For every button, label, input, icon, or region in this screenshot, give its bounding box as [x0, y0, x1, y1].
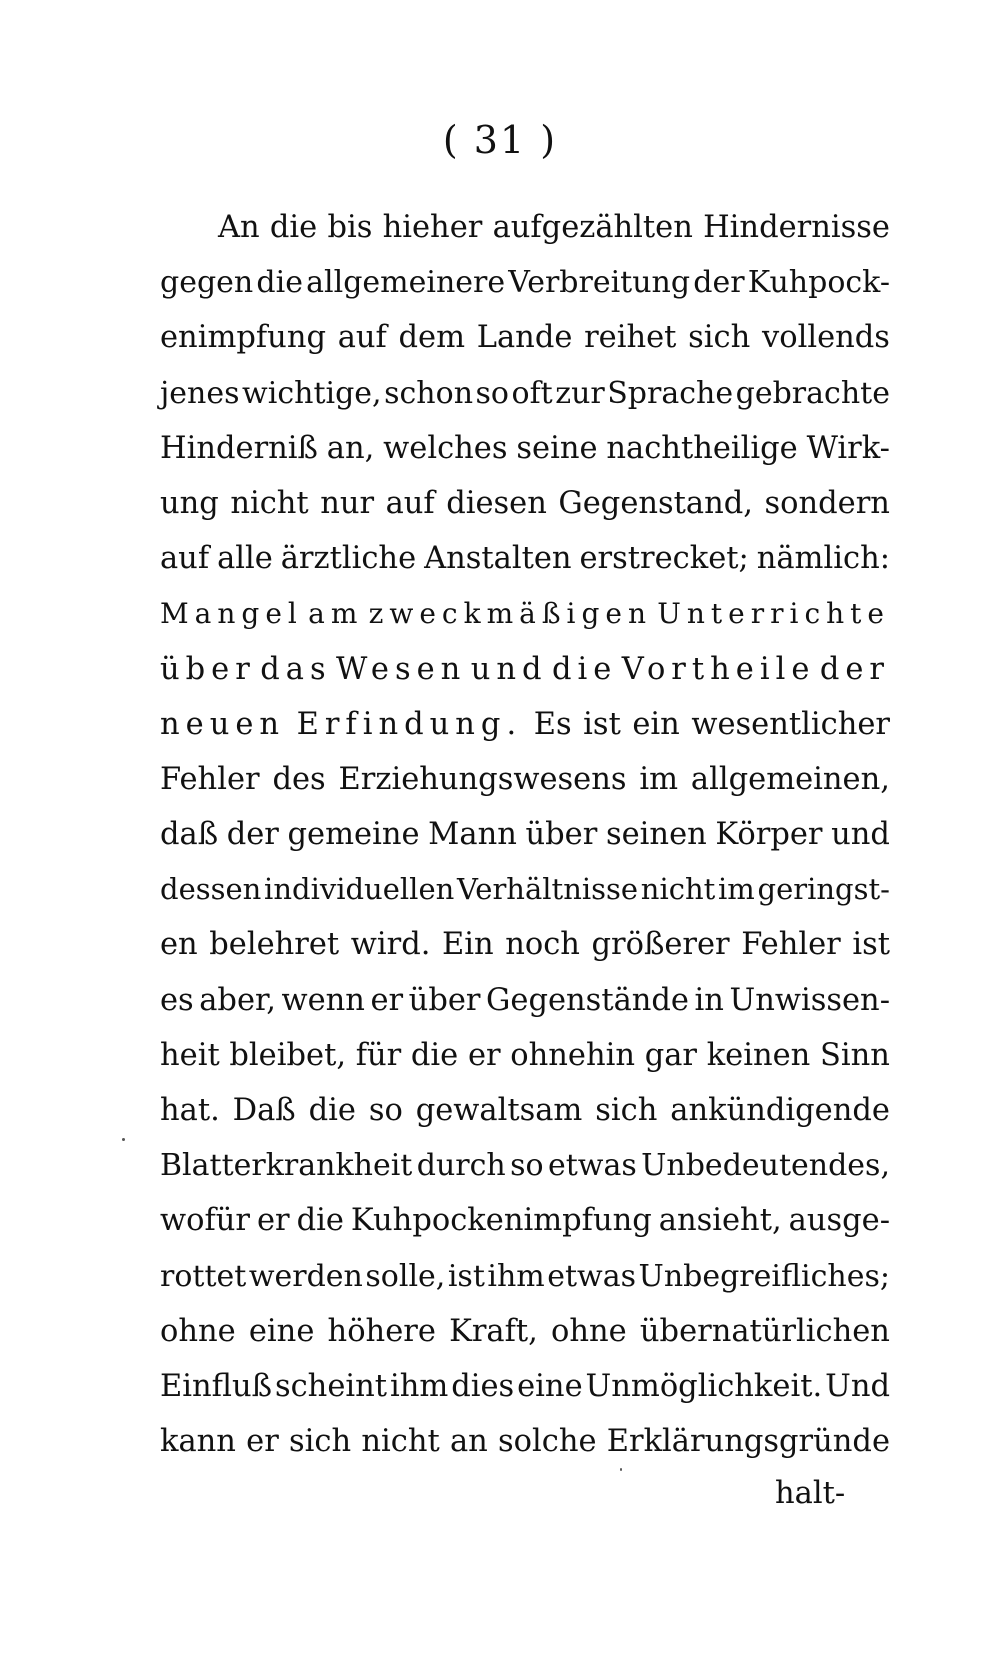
- word: nicht: [640, 872, 716, 907]
- word: in: [694, 982, 724, 1018]
- word: gemeine: [287, 817, 420, 853]
- word: Anstalten: [424, 541, 572, 577]
- word: ohne: [551, 1313, 627, 1349]
- word: und: [831, 817, 890, 853]
- word: wichtige,: [242, 375, 382, 411]
- word: vollends: [761, 320, 890, 356]
- word: welches: [383, 430, 508, 466]
- word: am: [308, 597, 364, 631]
- text-line: [160, 752, 890, 807]
- word: daß: [160, 817, 219, 853]
- word: Blatterkrankheit: [160, 1148, 413, 1184]
- word: neuen: [160, 706, 286, 742]
- word: Fehler: [160, 761, 260, 797]
- word: individuellen: [264, 872, 455, 907]
- word: durch: [416, 1148, 506, 1184]
- word: wenn: [281, 982, 365, 1018]
- word: dies: [451, 1368, 515, 1404]
- text-line: [160, 1028, 890, 1083]
- word: Erklärungsgründe: [606, 1424, 890, 1460]
- word: das: [260, 651, 332, 687]
- word: Unmöglichkeit.: [585, 1368, 823, 1404]
- word: Daß: [232, 1093, 296, 1128]
- word: ist: [447, 1258, 485, 1294]
- word: nicht: [361, 1424, 440, 1460]
- word: ung: [160, 485, 219, 521]
- word: es: [160, 982, 194, 1018]
- word: an,: [326, 430, 375, 466]
- word: nur: [320, 485, 375, 521]
- word: Wesen: [336, 651, 467, 687]
- word: seine: [516, 430, 598, 466]
- word: und: [470, 651, 548, 687]
- body-text: [160, 200, 890, 1469]
- word: aufgezählten: [492, 210, 693, 245]
- word: sich: [688, 320, 751, 356]
- word: sondern: [764, 485, 890, 521]
- word: Kuhpockenimpfung: [350, 1203, 652, 1239]
- word: Unwissen-: [729, 982, 890, 1018]
- text-line: [160, 421, 890, 476]
- word: kann: [160, 1424, 236, 1460]
- word: so: [368, 1093, 403, 1128]
- word: Kraft,: [449, 1313, 538, 1349]
- word: ohnehin: [510, 1037, 636, 1073]
- word: Kuhpock-: [747, 265, 890, 301]
- word: er: [370, 982, 404, 1018]
- text-line: [160, 531, 890, 586]
- word: keinen: [706, 1037, 811, 1073]
- word: er: [467, 1037, 501, 1073]
- word: die: [308, 1093, 356, 1128]
- word: belehret: [209, 927, 340, 963]
- word: Verhältnisse: [457, 872, 639, 907]
- text-line: [160, 1138, 890, 1193]
- word: reihet: [584, 320, 677, 356]
- word: über: [525, 817, 598, 853]
- word: Körper: [715, 817, 823, 853]
- word: geringst-: [757, 872, 890, 907]
- word: Vortheile: [621, 651, 816, 687]
- word: Sinn: [820, 1037, 890, 1073]
- text-line: [160, 917, 890, 972]
- word: Fehler: [741, 927, 841, 963]
- word: zur: [555, 375, 605, 411]
- word: Sprache: [607, 375, 734, 411]
- word: der: [226, 817, 279, 853]
- word: ankündigende: [670, 1093, 890, 1128]
- word: noch: [505, 927, 580, 963]
- word: Es: [533, 706, 572, 742]
- word: ausge-: [788, 1203, 890, 1239]
- word: Unbedeutendes,: [641, 1148, 890, 1184]
- word: nachtheilige: [606, 430, 798, 466]
- word: zweckmäßigen: [368, 597, 653, 631]
- word: bleibet,: [229, 1037, 347, 1073]
- word: solle,: [365, 1258, 446, 1294]
- word: enimpfung: [160, 320, 326, 356]
- text-line: [160, 697, 890, 752]
- word: die: [269, 210, 318, 245]
- text-line: [160, 200, 890, 255]
- word: Unterrichte: [657, 597, 890, 631]
- text-line: [160, 1359, 890, 1414]
- word: im: [639, 761, 679, 797]
- text-line: [160, 973, 890, 1028]
- word: Gegenstände: [486, 982, 689, 1018]
- word: Hindernisse: [703, 210, 890, 245]
- word: wesentlicher: [691, 706, 890, 742]
- text-line: [160, 642, 890, 697]
- text-line: [160, 255, 890, 310]
- word: Hinderniß: [160, 430, 318, 466]
- word: werden: [248, 1258, 363, 1294]
- word: rottet: [160, 1258, 247, 1294]
- word: oft: [511, 375, 553, 411]
- word: dem: [398, 320, 466, 356]
- word: ansieht,: [658, 1203, 782, 1239]
- word: jenes: [160, 375, 240, 411]
- word: übernatürlichen: [639, 1313, 890, 1349]
- word: scheint: [274, 1368, 388, 1404]
- word: wird.: [350, 927, 431, 963]
- word: alle: [217, 541, 273, 577]
- page-number: ( 31 ): [442, 118, 558, 162]
- word: ärztliche: [280, 541, 417, 577]
- word: Und: [825, 1368, 890, 1404]
- text-line: [160, 807, 890, 862]
- word: so: [475, 375, 509, 411]
- word: etwas: [547, 1258, 637, 1294]
- word: erstrecket;: [579, 541, 749, 577]
- word: solche: [497, 1424, 597, 1460]
- word: ihm: [487, 1258, 545, 1294]
- word: über: [408, 982, 481, 1018]
- word: en: [160, 927, 198, 963]
- word: eine: [248, 1313, 315, 1349]
- word: Mann: [428, 817, 517, 853]
- text-line: [160, 586, 890, 641]
- word: ein: [632, 706, 680, 742]
- word: die: [551, 651, 618, 687]
- word: größerer: [591, 927, 730, 963]
- ink-speck: [122, 1138, 125, 1141]
- word: an: [449, 1424, 488, 1460]
- word: die: [256, 265, 303, 301]
- word: auf: [337, 320, 387, 356]
- word: Lande: [476, 320, 573, 356]
- word: hat.: [160, 1093, 220, 1128]
- text-line: [160, 1249, 890, 1304]
- word: etwas: [547, 1148, 637, 1184]
- word: ohne: [160, 1313, 236, 1349]
- catchword: halt-: [775, 1476, 846, 1511]
- word: über: [160, 651, 256, 687]
- word: ihm: [389, 1368, 449, 1404]
- text-line: [160, 1193, 890, 1248]
- word: sich: [289, 1424, 352, 1460]
- word: der: [819, 651, 890, 687]
- word: dessen: [160, 872, 262, 907]
- word: nämlich:: [756, 541, 890, 577]
- word: gegen: [160, 265, 254, 301]
- word: aber,: [199, 982, 276, 1018]
- word: im: [718, 872, 755, 907]
- word: Mangel: [160, 597, 303, 631]
- word: höhere: [327, 1313, 436, 1349]
- word: bis: [327, 210, 373, 245]
- text-line: [160, 366, 890, 421]
- text-line: [160, 1304, 890, 1359]
- word: An: [218, 210, 260, 245]
- text-line: [160, 1083, 890, 1138]
- text-line: [160, 476, 890, 531]
- word: er: [256, 1203, 290, 1239]
- word: Gegenstand,: [558, 485, 753, 521]
- word: Verbreitung: [508, 265, 691, 301]
- word: die: [296, 1203, 344, 1239]
- word: auf: [385, 485, 435, 521]
- word: gewaltsam: [415, 1093, 583, 1128]
- text-line: [160, 862, 890, 917]
- word: allgemeinere: [306, 265, 506, 301]
- word: hieher: [382, 210, 483, 245]
- word: gebrachte: [735, 375, 890, 411]
- word: nicht: [230, 485, 309, 521]
- word: die: [410, 1037, 459, 1073]
- word: sich: [595, 1093, 658, 1128]
- word: heit: [160, 1037, 220, 1073]
- word: ist: [852, 927, 890, 963]
- word: Wirk-: [806, 430, 890, 466]
- word: auf: [160, 541, 210, 577]
- word: seinen: [605, 817, 707, 853]
- word: eine: [517, 1368, 583, 1404]
- word: schon: [384, 375, 474, 411]
- text-line: [160, 1414, 890, 1469]
- word: ist: [583, 706, 621, 742]
- word: wofür: [160, 1203, 250, 1239]
- text-line: [160, 310, 890, 365]
- word: diesen: [446, 485, 547, 521]
- word: für: [355, 1037, 402, 1073]
- word: Unbegreifliches;: [638, 1258, 890, 1294]
- word: Erziehungswesens: [338, 761, 627, 797]
- word: er: [246, 1424, 279, 1460]
- word: gar: [644, 1037, 697, 1073]
- word: so: [510, 1148, 544, 1184]
- word: Einfluß: [160, 1368, 273, 1404]
- word: Ein: [441, 927, 494, 963]
- word: allgemeinen,: [690, 761, 890, 797]
- ink-speck: [620, 1468, 622, 1471]
- word: der: [693, 265, 745, 301]
- word: Erfindung.: [296, 706, 523, 742]
- word: des: [272, 761, 326, 797]
